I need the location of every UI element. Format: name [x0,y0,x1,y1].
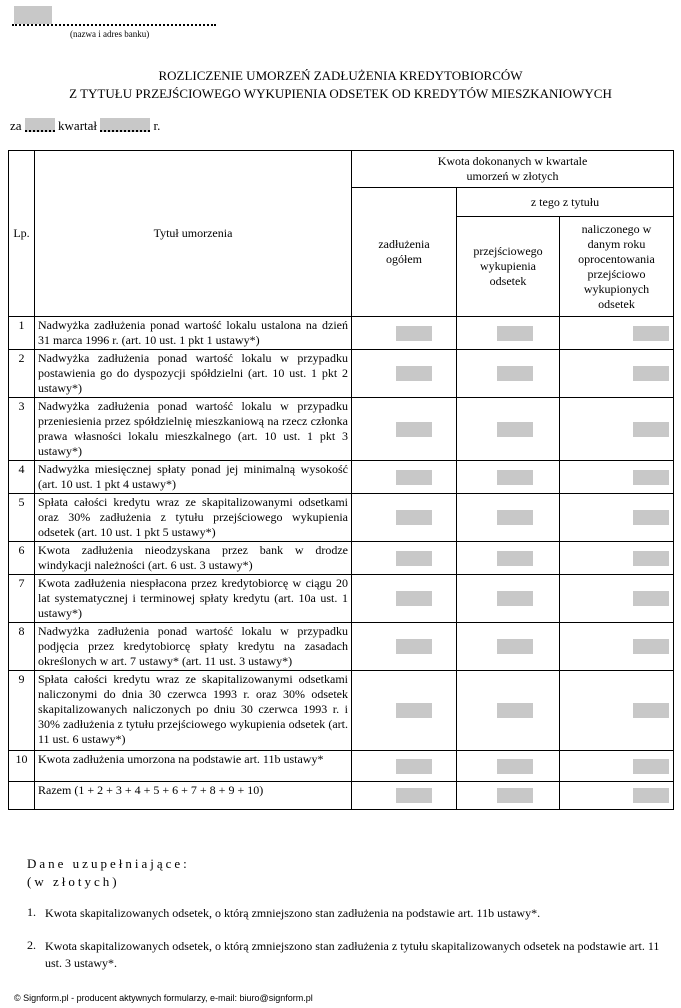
accrued-amount-field[interactable] [633,788,669,803]
interest-amount-cell [457,671,560,751]
table-row [9,623,674,671]
interest-amount-cell [457,317,560,350]
total-amount-field[interactable] [396,639,432,654]
accrued-amount-field[interactable] [633,510,669,525]
header-lp: Lp. [9,151,35,317]
total-amount-field[interactable] [396,470,432,485]
period-suffix: r. [153,118,161,133]
supplementary-unit: (w złotych) [27,874,120,889]
accrued-amount-cell [560,782,674,810]
total-amount-field[interactable] [396,422,432,437]
interest-amount-cell [457,398,560,461]
total-amount-field[interactable] [396,703,432,718]
table-row [9,542,674,575]
total-amount-cell [352,461,457,494]
header-accrued: naliczonego w danym roku oprocentowania przejściowo wykupionych odsetek [560,217,674,317]
accrued-amount-field[interactable] [633,759,669,774]
row-number [9,782,35,810]
header-of-which: z tego z tytułu [457,188,674,217]
row-number: 9 [9,671,35,751]
total-amount-field[interactable] [396,366,432,381]
total-amount-cell [352,317,457,350]
row-number: 2 [9,350,35,398]
note-number: 2. [27,938,36,952]
accrued-amount-field[interactable] [633,591,669,606]
accrued-amount-field[interactable] [633,703,669,718]
total-amount-cell [352,398,457,461]
table-row [9,494,674,542]
supplementary-note-1 [27,905,677,922]
row-title: Nadwyżka miesięcznej spłaty ponad jej minimalną wysokość (art. 10 ust. 1 pkt 4 ustawy*) [35,461,352,494]
accrued-amount-cell [560,317,674,350]
total-amount-cell [352,350,457,398]
period-quarter-label: kwartał [58,118,98,133]
form-title-line1: ROZLICZENIE UMORZEŃ ZADŁUŻENIA KREDYTOBIORCÓW [158,68,523,83]
note-text: Kwota skapitalizowanych odsetek, o którą zmniejszono stan zadłużenia z tytułu skapitalizowanych odsetek na podstawie art. 11 ust. 3 ustawy*. [45,939,660,970]
interest-amount-cell [457,751,560,782]
row-number: 10 [9,751,35,782]
total-amount-field[interactable] [396,510,432,525]
accrued-amount-field[interactable] [633,326,669,341]
total-amount-field[interactable] [396,551,432,566]
interest-amount-field[interactable] [497,422,533,437]
interest-amount-cell [457,461,560,494]
total-amount-cell [352,623,457,671]
accrued-amount-field[interactable] [633,366,669,381]
interest-amount-field[interactable] [497,759,533,774]
period-line [10,118,160,134]
table-row [9,350,674,398]
total-amount-cell [352,494,457,542]
interest-amount-field[interactable] [497,703,533,718]
row-number: 5 [9,494,35,542]
total-amount-cell [352,782,457,810]
interest-amount-field[interactable] [497,470,533,485]
supplementary-note-2 [27,938,677,972]
table-row [9,398,674,461]
bank-name-line [12,16,216,26]
accrued-amount-cell [560,350,674,398]
total-amount-cell [352,671,457,751]
interest-amount-cell [457,350,560,398]
total-amount-cell [352,575,457,623]
accrued-amount-cell [560,575,674,623]
year-field[interactable] [100,118,150,132]
table-row [9,751,674,782]
interest-amount-field[interactable] [497,591,533,606]
total-amount-cell [352,542,457,575]
table-row [9,671,674,751]
quarter-field[interactable] [25,118,55,132]
row-number: 8 [9,623,35,671]
accrued-amount-cell [560,542,674,575]
accrued-amount-cell [560,671,674,751]
accrued-amount-cell [560,751,674,782]
note-number: 1. [27,905,36,919]
interest-amount-cell [457,623,560,671]
table-row [9,782,674,810]
settlement-table [8,150,674,810]
accrued-amount-field[interactable] [633,470,669,485]
row-number: 3 [9,398,35,461]
accrued-amount-cell [560,398,674,461]
footer-credit: © Signform.pl - producent aktywnych formularzy, e-mail: biuro@signform.pl [14,993,313,1003]
row-title: Nadwyżka zadłużenia ponad wartość lokalu ustalona na dzień 31 marca 1996 r. (art. 10 ust. 1 pkt 1 ustawy*) [35,317,352,350]
interest-amount-field[interactable] [497,510,533,525]
accrued-amount-cell [560,494,674,542]
interest-amount-cell [457,542,560,575]
header-amount: Kwota dokonanych w kwartale umorzeń w złotych [352,151,674,188]
total-amount-cell [352,751,457,782]
interest-amount-field[interactable] [497,639,533,654]
interest-amount-cell [457,575,560,623]
accrued-amount-field[interactable] [633,422,669,437]
header-total: zadłużenia ogółem [352,188,457,317]
row-title: Kwota zadłużenia umorzona na podstawie art. 11b ustawy* [35,751,352,782]
total-amount-field[interactable] [396,591,432,606]
interest-amount-cell [457,782,560,810]
table-row [9,461,674,494]
table-row [9,317,674,350]
header-title: Tytuł umorzenia [35,151,352,317]
period-prefix: za [10,118,22,133]
row-title: Spłata całości kredytu wraz ze skapitalizowanymi odsetkami naliczonymi do dnia 30 czerwca 1993 r. oraz 30% odsetek skapitalizowanych naliczonych po dniu 30 czerwca 1993 r. i 30% zadłużenia z tytułu przejściowego wykupienia odsetek (art. 11 ust. 6 ustawy*) [35,671,352,751]
note-text: Kwota skapitalizowanych odsetek, o którą zmniejszono stan zadłużenia na podstawie art. 11b ustawy*. [45,906,541,920]
row-number: 6 [9,542,35,575]
row-title: Kwota zadłużenia nieodzyskana przez bank w drodze windykacji należności (art. 6 ust. 3 ustawy*) [35,542,352,575]
interest-amount-field[interactable] [497,788,533,803]
row-number: 4 [9,461,35,494]
total-amount-field[interactable] [396,326,432,341]
interest-amount-field[interactable] [497,551,533,566]
row-title: Kwota zadłużenia niespłacona przez kredytobiorcę w ciągu 20 lat systematycznej i terminowej spłaty kredytu (art. 10a ust. 1 ustawy*) [35,575,352,623]
bank-name-label: (nazwa i adres banku) [70,29,150,39]
table-row [9,575,674,623]
row-number: 7 [9,575,35,623]
accrued-amount-cell [560,623,674,671]
accrued-amount-field[interactable] [633,551,669,566]
total-amount-field[interactable] [396,759,432,774]
form-title-line2: Z TYTUŁU PRZEJŚCIOWEGO WYKUPIENIA ODSETEK OD KREDYTÓW MIESZKANIOWYCH [69,86,612,101]
supplementary-heading: Dane uzupełniające: [27,856,190,871]
row-title: Nadwyżka zadłużenia ponad wartość lokalu w przypadku postawienia go do dyspozycji spółdzielni (art. 10 ust. 1 pkt 2 ustawy*) [35,350,352,398]
total-amount-field[interactable] [396,788,432,803]
accrued-amount-cell [560,461,674,494]
row-title: Nadwyżka zadłużenia ponad wartość lokalu w przypadku przeniesienia przez spółdzielnię mieszkaniową na rzecz członka prawa własności lokalu mieszkalnego (art. 10 ust. 1 pkt 3 ustawy*) [35,398,352,461]
interest-amount-field[interactable] [497,326,533,341]
interest-amount-cell [457,494,560,542]
row-title: Razem (1 + 2 + 3 + 4 + 5 + 6 + 7 + 8 + 9 + 10) [35,782,352,810]
row-title: Spłata całości kredytu wraz ze skapitalizowanymi odsetkami oraz 30% zadłużenia z tytułu przejściowego wykupienia odsetek (art. 10 ust. 1 pkt 5 ustawy*) [35,494,352,542]
interest-amount-field[interactable] [497,366,533,381]
header-interest: przejściowego wykupienia odsetek [457,217,560,317]
row-number: 1 [9,317,35,350]
accrued-amount-field[interactable] [633,639,669,654]
row-title: Nadwyżka zadłużenia ponad wartość lokalu w przypadku podjęcia przez kredytobiorcę spłaty kredytu na zasadach określonych w art. 7 ustawy* (art. 11 ust. 3 ustawy*) [35,623,352,671]
